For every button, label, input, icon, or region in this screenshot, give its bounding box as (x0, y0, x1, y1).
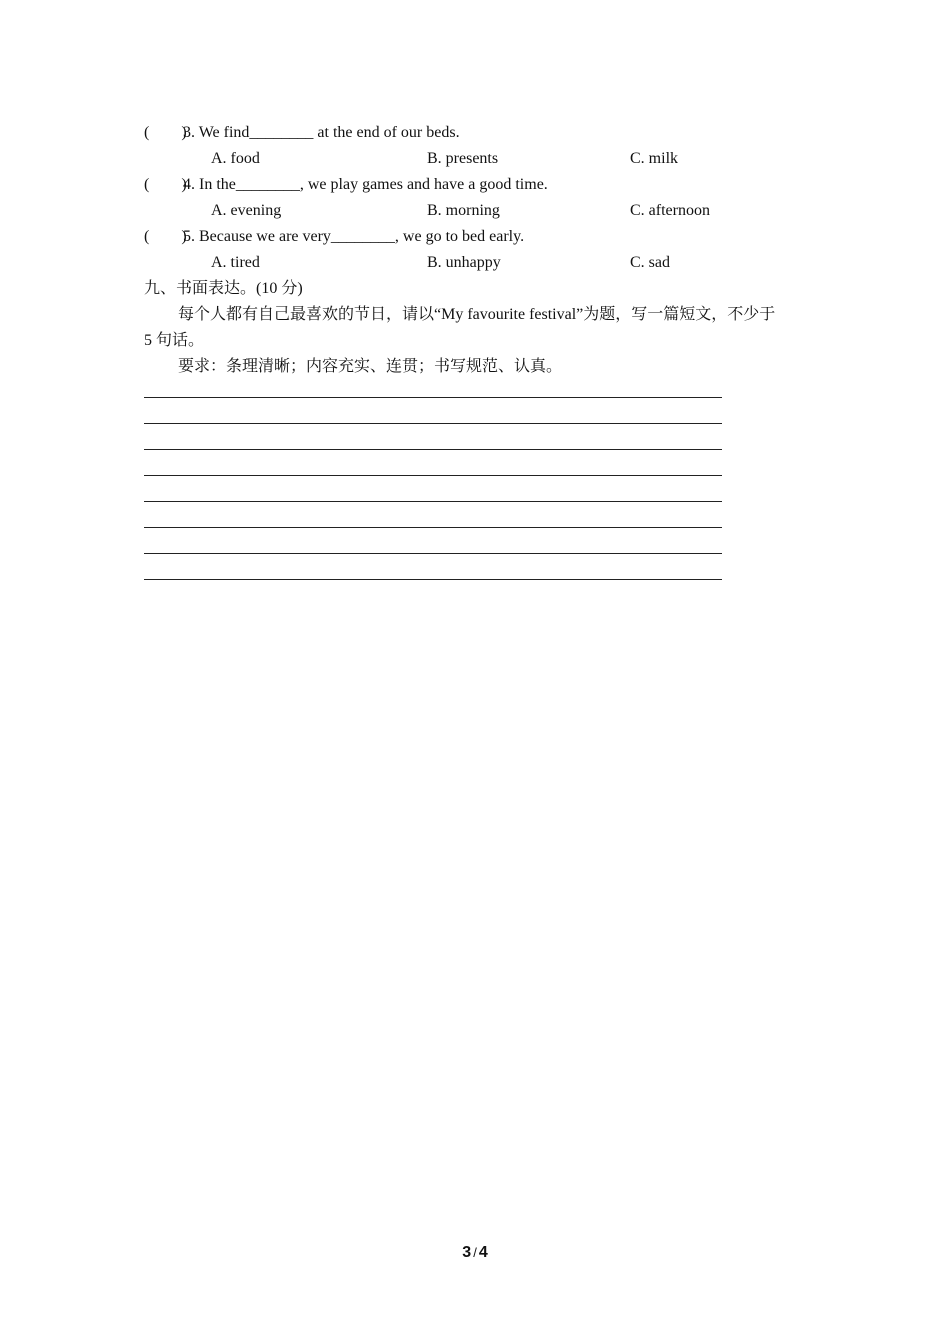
section-heading: 九、书面表达。(10 分) (144, 280, 303, 297)
writing-line[interactable] (144, 475, 722, 476)
question-text: 5. Because we are very________, we go to bed early. (183, 228, 525, 245)
answer-blank[interactable]: ( ) (144, 228, 187, 245)
answer-blank[interactable]: ( ) (144, 124, 187, 141)
option-c: C. sad (630, 254, 670, 271)
option-b: B. morning (427, 202, 500, 219)
writing-line[interactable] (144, 397, 722, 398)
writing-line[interactable] (144, 423, 722, 424)
option-b: B. presents (427, 150, 499, 167)
writing-line[interactable] (144, 527, 722, 528)
writing-line[interactable] (144, 553, 722, 554)
option-a: A. food (211, 150, 260, 167)
page-separator: / (473, 1245, 477, 1260)
page-number (0, 1244, 950, 1262)
option-c: C. afternoon (630, 202, 710, 219)
option-a: A. evening (211, 202, 282, 219)
question-text: 3. We find________ at the end of our beds. (183, 124, 460, 141)
writing-requirements: 要求：条理清晰；内容充实、连贯；书写规范、认真。 (178, 358, 563, 375)
answer-blank[interactable]: ( ) (144, 176, 187, 193)
current-page: 3 (462, 1244, 472, 1261)
option-a: A. tired (211, 254, 260, 271)
question-text: 4. In the________, we play games and have a good time. (183, 176, 548, 193)
writing-line[interactable] (144, 449, 722, 450)
option-b: B. unhappy (427, 254, 501, 271)
writing-prompt-continued: 5 句话。 (144, 332, 205, 349)
writing-line[interactable] (144, 501, 722, 502)
total-pages: 4 (478, 1244, 488, 1261)
writing-line[interactable] (144, 579, 722, 580)
option-c: C. milk (630, 150, 679, 167)
writing-prompt: 每个人都有自己最喜欢的节日，请以“My favourite festival”为题，写一篇短文，不少于 (178, 306, 776, 323)
